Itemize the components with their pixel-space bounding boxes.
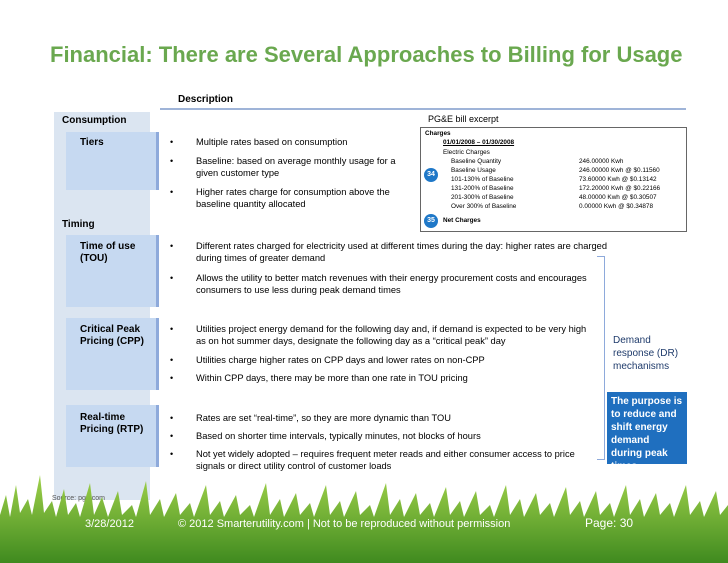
bullet-marker: • <box>170 355 174 365</box>
footer-copyright: © 2012 Smarterutility.com | Not to be reproduced without permission <box>178 518 511 530</box>
bill-row-name: Baseline Usage <box>451 167 496 174</box>
page-number: Page: 30 <box>585 516 634 530</box>
pge-bill-label: PG&E bill excerpt <box>428 114 499 124</box>
bill-net-charges: Net Charges <box>443 217 481 224</box>
purpose-callout: The purpose is to reduce and shift energy demand during peak times <box>607 392 687 464</box>
bullet-marker: • <box>170 413 174 423</box>
bill-row-value: 48.00000 Kwh @ $0.30507 <box>579 194 657 201</box>
bill-row-value: 172.20000 Kwh @ $0.22166 <box>579 185 661 192</box>
tou-bullet-1: Different rates charged for electricity used at different times during the day: higher rates are charged during times of greater demand <box>196 241 608 263</box>
bill-row-name: 101-130% of Baseline <box>451 176 514 183</box>
bill-row-name: 201-300% of Baseline <box>451 194 514 201</box>
tiers-bullet-2: Baseline: based on average monthly usage for a given customer type <box>196 156 396 178</box>
rtp-label: Real-time Pricing (RTP) <box>80 412 144 435</box>
bill-charges-heading: Charges <box>425 130 451 137</box>
bill-marker-34: 34 <box>424 168 438 182</box>
grass-footer-image <box>0 455 728 563</box>
tou-label: Time of use (TOU) <box>80 241 136 264</box>
tiers-bullet-1: Multiple rates based on consumption <box>196 137 348 147</box>
bill-row-name: Baseline Quantity <box>451 158 502 165</box>
bill-row-value: 246.00000 Kwh @ $0.11560 <box>579 167 660 174</box>
tiers-label: Tiers <box>80 137 104 148</box>
demand-response-label: Demand response (DR) mechanisms <box>613 335 679 372</box>
bill-electric-charges: Electric Charges <box>443 149 490 156</box>
bill-row-value: 0.00000 Kwh @ $0.34878 <box>579 203 654 210</box>
cpp-bullet-2: Utilities charge higher rates on CPP days and lower rates on non-CPP <box>196 355 485 365</box>
cpp-bullet-1: Utilities project energy demand for the following day and, if demand is expected to be very high as on hot summer days, designate the following day as a “critical peak” day <box>196 324 587 346</box>
demand-response-bracket <box>597 256 605 460</box>
rtp-bullet-1: Rates are set “real-time”, so they are more dynamic than TOU <box>196 413 451 423</box>
description-header: Description <box>178 94 234 105</box>
bill-period: 01/01/2008 – 01/30/2008 <box>443 139 515 146</box>
pge-bill-excerpt <box>420 127 687 232</box>
bullet-marker: • <box>170 431 174 441</box>
bill-row-value: 73.60000 Kwh @ $0.13142 <box>579 176 657 183</box>
cpp-bullet-3: Within CPP days, there may be more than one rate in TOU pricing <box>196 373 468 383</box>
bullet-marker: • <box>170 373 174 383</box>
tiers-bullet-3: Higher rates charge for consumption above the baseline quantity allocated <box>196 187 390 209</box>
bullet-marker: • <box>170 187 174 197</box>
timing-label: Timing <box>62 219 95 230</box>
tou-bullet-2: Allows the utility to better match revenues with their energy procurement costs and encourages consumers to use less during peak demand times <box>196 273 587 295</box>
bill-row-name: 131-200% of Baseline <box>451 185 514 192</box>
description-divider <box>160 108 686 110</box>
bullet-marker: • <box>170 324 174 334</box>
footer-date: 3/28/2012 <box>85 518 134 530</box>
slide-title: Financial: There are Several Approaches to Billing for Usage <box>50 42 683 67</box>
bill-row-value: 246.00000 Kwh <box>579 158 624 165</box>
bullet-marker: • <box>170 449 174 459</box>
cpp-label: Critical Peak Pricing (CPP) <box>80 324 144 347</box>
bullet-marker: • <box>170 137 174 147</box>
bill-marker-35: 35 <box>424 214 438 228</box>
bullet-marker: • <box>170 156 174 166</box>
rtp-bullet-2: Based on shorter time intervals, typically minutes, not blocks of hours <box>196 431 481 441</box>
bill-row-name: Over 300% of Baseline <box>451 203 517 210</box>
rtp-bullet-3: Not yet widely adopted – requires frequent meter reads and either consumer access to price signals or direct utility control of customer loads <box>196 449 575 471</box>
bullet-marker: • <box>170 241 174 251</box>
source-note: Source: pge.com <box>52 495 105 502</box>
bullet-marker: • <box>170 273 174 283</box>
consumption-label: Consumption <box>62 115 127 126</box>
